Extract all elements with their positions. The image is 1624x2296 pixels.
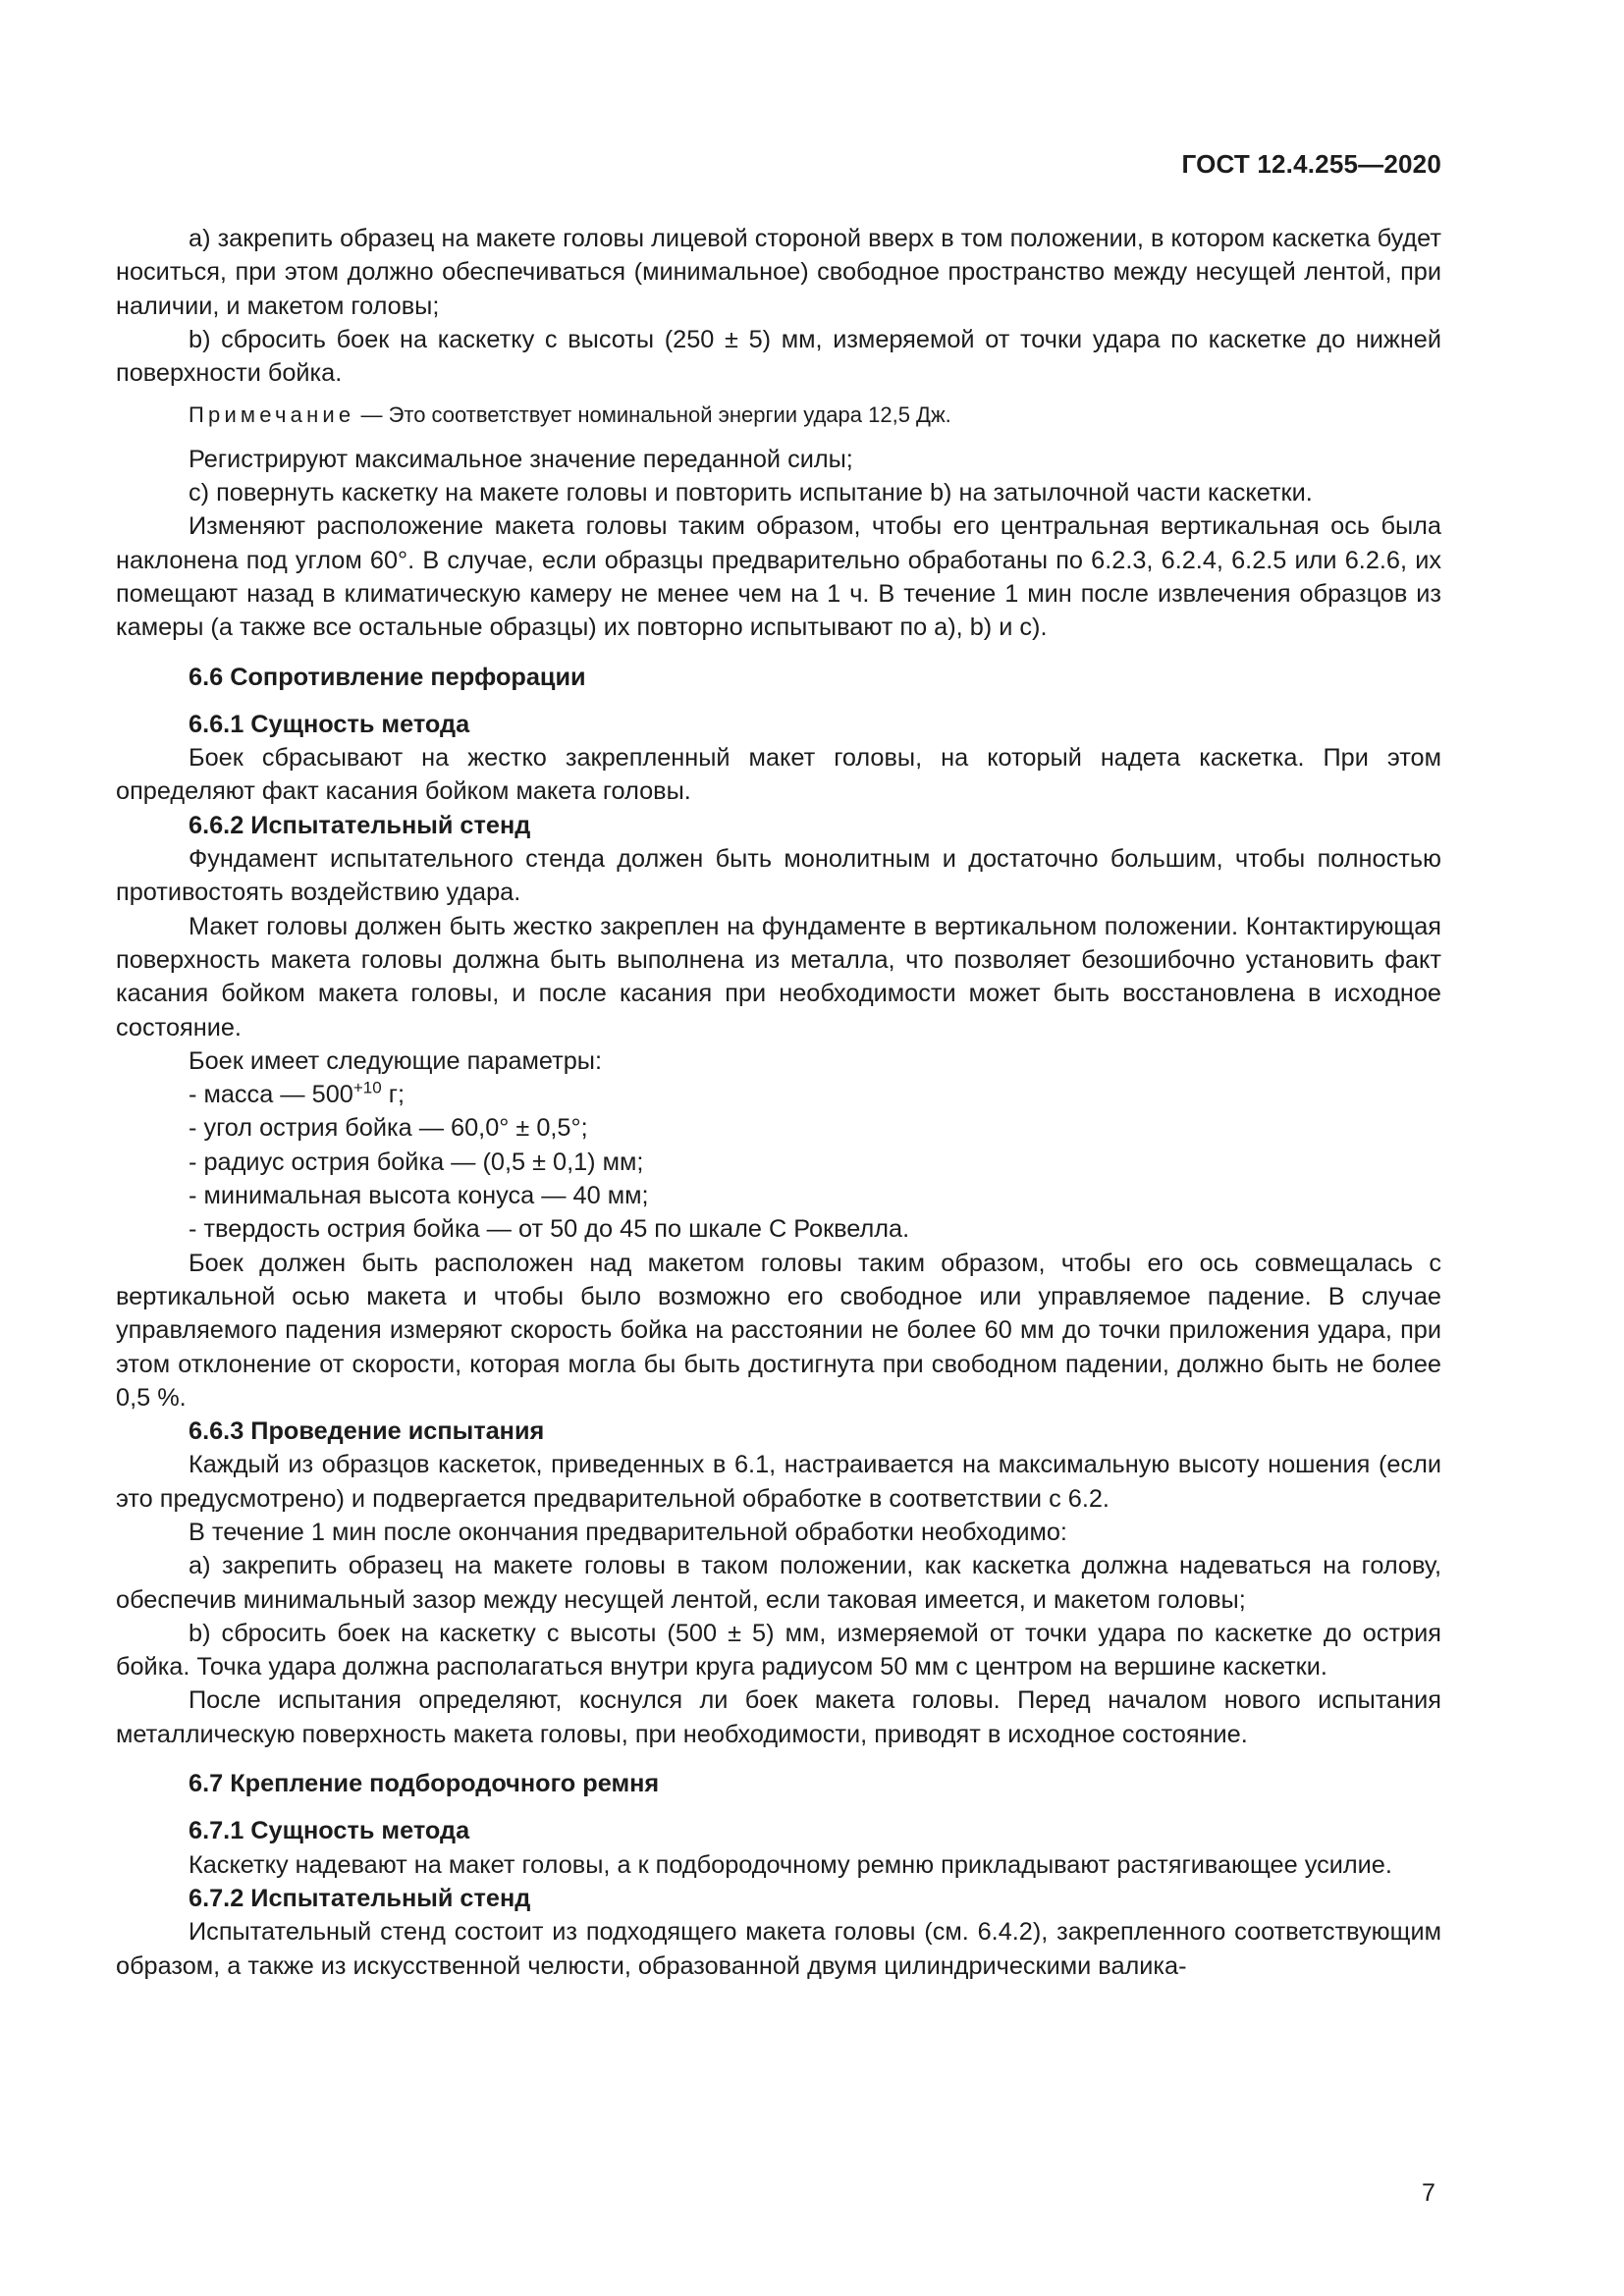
paragraph-6-6-3-samples: Каждый из образцов каскеток, приведенных в 6.1, настраивается на максимальную высоту ношения (если это предусмотрено) и подвергается предварительной обработке в соответствии с 6.2.	[116, 1451, 1441, 1513]
paragraph-register: Регистрируют максимальное значение переданной силы;	[189, 445, 853, 473]
note-label: Примечание	[189, 402, 355, 428]
document-code: ГОСТ 12.4.255—2020	[1181, 149, 1441, 179]
page-number: 7	[1422, 2179, 1435, 2207]
subsection-6-6-3-title: 6.6.3 Проведение испытания	[189, 1417, 545, 1446]
paragraph-reposition: Изменяют расположение макета головы таким образом, чтобы его центральная вертикальная ось была наклонена под углом 60°. В случае, если образцы предварительно обработаны по 6.2.3, 6.2.4, 6.2.5 или 6.2.6, их помещают назад в климатическую камеру не менее чем на 1 ч. В течение 1 мин после извлечения образцов из камеры (а также все остальные образцы) их повторно испытывают по а), b) и с).	[116, 512, 1441, 642]
param-cone: - минимальная высота конуса — 40 мм;	[189, 1182, 649, 1210]
section-6-7-title: 6.7 Крепление подбородочного ремня	[189, 1770, 660, 1798]
subsection-6-7-1-title: 6.7.1 Сущность метода	[189, 1817, 470, 1845]
page-content	[116, 222, 1441, 1983]
param-hardness: - твердость острия бойка — от 50 до 45 по шкале С Роквелла.	[189, 1215, 910, 1244]
paragraph-6-6-3-within: В течение 1 мин после окончания предварительной обработки необходимо:	[189, 1518, 1067, 1546]
param-mass: - масса — $500^{+10}$ г;	[189, 1078, 405, 1109]
note-text: — Это соответствует номинальной энергии удара 12,5 Дж.	[354, 402, 951, 428]
param-angle: - угол острия бойка — 60,0° ± 0,5°;	[189, 1114, 588, 1143]
striker-parameters-list	[116, 1078, 1441, 1246]
subsection-6-6-2-title: 6.6.2 Испытательный стенд	[189, 811, 531, 839]
paragraph-c: с) повернуть каскетку на макете головы и повторить испытание b) на затылочной части каскетки.	[189, 479, 1313, 507]
subsection-6-6-1-title: 6.6.1 Сущность метода	[189, 710, 470, 738]
paragraph-6-6-2-foundation: Фундамент испытательного стенда должен быть монолитным и достаточно большим, чтобы полностью противостоять воздействию удара.	[116, 845, 1441, 907]
paragraph-6-7-1: Каскетку надевают на макет головы, а к подбородочному ремню прикладывают растягивающее усилие.	[189, 1850, 1392, 1879]
note	[116, 399, 1441, 432]
paragraph-6-6-3-a: а) закрепить образец на макете головы в таком положении, как каскетка должна надеваться на голову, обеспечив минимальный зазор между несущей лентой, если таковая имеется, и макетом головы;	[116, 1552, 1441, 1614]
paragraph-6-6-3-after: После испытания определяют, коснулся ли боек макета головы. Перед началом нового испытания металлическую поверхность макета головы, при необходимости, приводят в исходное состояние.	[116, 1686, 1441, 1748]
subsection-6-7-2-title: 6.7.2 Испытательный стенд	[189, 1884, 531, 1912]
param-radius: - радиус острия бойка — (0,5 ± 0,1) мм;	[189, 1148, 644, 1176]
section-6-6-title: 6.6 Сопротивление перфорации	[189, 663, 586, 691]
paragraph-6-6-2-params-intro: Боек имеет следующие параметры:	[189, 1046, 603, 1075]
paragraph-b: b) сбросить боек на каскетку с высоты (250 ± 5) мм, измеряемой от точки удара по каскетке до нижней поверхности бойка.	[116, 325, 1441, 388]
paragraph-6-6-3-b: b) сбросить боек на каскетку с высоты (500 ± 5) мм, измеряемой от точки удара по каскетке до острия бойка. Точка удара должна располагаться внутри круга радиусом 50 мм с центром на вершине каскетки.	[116, 1619, 1441, 1682]
mass-tolerance: +10	[352, 1078, 382, 1097]
paragraph-a: а) закрепить образец на макете головы лицевой стороной вверх в том положении, в котором каскетка будет носиться, при этом должно обеспечиваться (минимальное) свободное пространство между несущей лентой, при наличии, и макетом головы;	[116, 225, 1441, 320]
paragraph-6-6-2-headform: Макет головы должен быть жестко закреплен на фундаменте в вертикальном положении. Контактирующая поверхность макета головы должна быть выполнена из металла, что позволяет безошибочно установить факт касания бойком макета головы, и после касания при необходимости может быть восстановлена в исходное состояние.	[116, 912, 1441, 1041]
paragraph-6-6-1: Боек сбрасывают на жестко закрепленный макет головы, на который надета каскетка. При этом определяют факт касания бойком макета головы.	[116, 744, 1441, 806]
paragraph-6-7-2: Испытательный стенд состоит из подходящего макета головы (см. 6.4.2), закрепленного соответствующим образом, а также из искусственной челюсти, образованной двумя цилиндрическими валика-	[116, 1918, 1441, 1980]
paragraph-6-6-2-position: Боек должен быть расположен над макетом головы таким образом, чтобы его ось совмещалась с вертикальной осью макета и чтобы было возможно его свободное или управляемое падение. В случае управляемого падения измеряют скорость бойка на расстоянии не более 60 мм до точки приложения удара, при этом отклонение от скорости, которая могла бы быть достигнута при свободном падении, должно быть не более 0,5 %.	[116, 1249, 1441, 1412]
